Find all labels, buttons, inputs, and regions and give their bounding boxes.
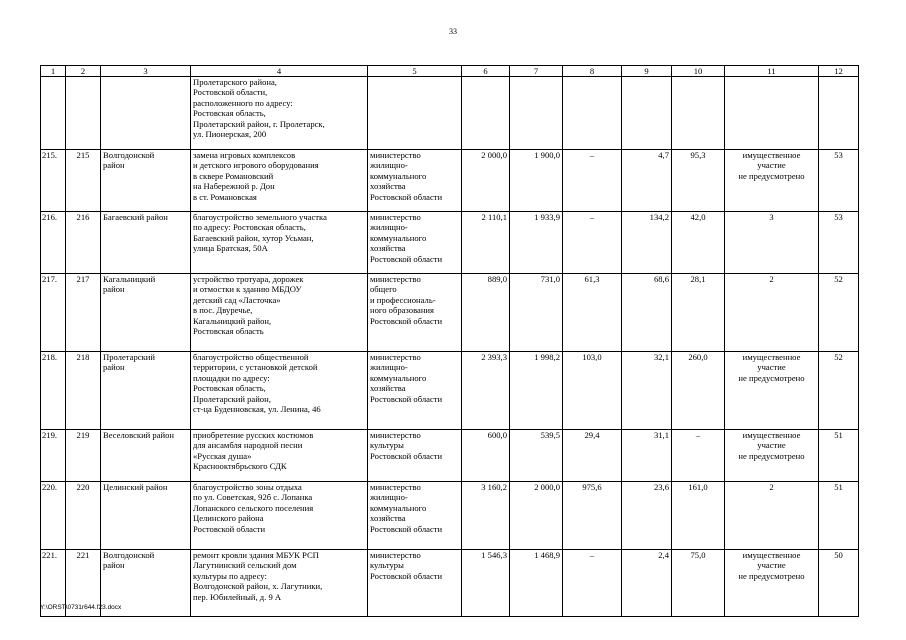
- participation: имущественное участие не предусмотрено: [725, 150, 819, 212]
- local-budget: –: [563, 212, 622, 274]
- value-col-10: 95,3: [672, 150, 725, 212]
- participation: 3: [725, 212, 819, 274]
- score: 51: [819, 430, 859, 482]
- local-budget: –: [563, 550, 622, 617]
- participation: имущественное участие не предусмотрено: [725, 550, 819, 617]
- ministry-name: министерство общего и профессиональ- ного образования Ростовской области: [368, 274, 462, 352]
- table-row: [41, 482, 859, 550]
- item-number: 215: [66, 150, 101, 212]
- header-row: [41, 66, 859, 77]
- table-row: [41, 352, 859, 430]
- item-number: 218: [66, 352, 101, 430]
- file-path-footer: Y:\ORST\0731r644.f23.docx: [40, 604, 122, 611]
- district-name: Пролетарский район: [101, 352, 191, 430]
- header-cell: 12: [819, 66, 859, 77]
- ministry-name: министерство жилищно- коммунального хозяйства Ростовской области: [368, 150, 462, 212]
- value-col-10: 42,0: [672, 212, 725, 274]
- ministry-name: министерство жилищно- коммунального хозяйства Ростовской области: [368, 212, 462, 274]
- header-cell: 10: [672, 66, 725, 77]
- total-amount: 2 110,1: [462, 212, 510, 274]
- total-amount: 600,0: [462, 430, 510, 482]
- row-number: 218.: [41, 352, 66, 430]
- score: 52: [819, 352, 859, 430]
- local-budget: 103,0: [563, 352, 622, 430]
- object-description: благоустройство общественной территории, с установкой детской площадки по адресу: Ростовская область, Пролетарский район, ст-ца Буденновская, ул. Ленина, 46: [191, 352, 368, 430]
- total-amount: 3 160,2: [462, 482, 510, 550]
- score: 50: [819, 550, 859, 617]
- participation: 2: [725, 274, 819, 352]
- participation: 2: [725, 482, 819, 550]
- regional-budget: 1 468,9: [510, 550, 563, 617]
- value-col-10: 260,0: [672, 352, 725, 430]
- object-description: Пролетарского района, Ростовской области, расположенного по адресу: Ростовская область, Пролетарский район, г. Пролетарск, ул. Пионерская, 200: [191, 77, 368, 150]
- table-row: [41, 550, 859, 617]
- ministry-name: министерство культуры Ростовской области: [368, 550, 462, 617]
- regional-budget: 1 998,2: [510, 352, 563, 430]
- header-cell: 2: [66, 66, 101, 77]
- ministry-name: министерство культуры Ростовской области: [368, 430, 462, 482]
- row-number: 217.: [41, 274, 66, 352]
- total-amount: 2 393,3: [462, 352, 510, 430]
- header-cell: 1: [41, 66, 66, 77]
- regional-budget: 1 933,9: [510, 212, 563, 274]
- program-table: [40, 65, 859, 617]
- header-cell: 6: [462, 66, 510, 77]
- regional-budget: 2 000,0: [510, 482, 563, 550]
- value-col-10: –: [672, 430, 725, 482]
- score: 52: [819, 274, 859, 352]
- district-name: Волгодонской район: [101, 150, 191, 212]
- regional-budget: 731,0: [510, 274, 563, 352]
- row-number: 215.: [41, 150, 66, 212]
- district-name: Целинский район: [101, 482, 191, 550]
- district-name: Веселовский район: [101, 430, 191, 482]
- regional-budget: 539,5: [510, 430, 563, 482]
- row-number: 220.: [41, 482, 66, 550]
- item-number: 219: [66, 430, 101, 482]
- item-number: 217: [66, 274, 101, 352]
- district-name: Кагальницкий район: [101, 274, 191, 352]
- row-number: 221.: [41, 550, 66, 617]
- score: 53: [819, 212, 859, 274]
- object-description: устройство тротуара, дорожек и отмостки к зданию МБДОУ детский сад «Ласточка» в пос. Двуречье, Кагальницкий район, Ростовская область: [191, 274, 368, 352]
- object-description: замена игровых комплексов и детского игрового оборудования в сквере Романовский на Набережной р. Дон в ст. Романовская: [191, 150, 368, 212]
- ministry-name: министерство жилищно- коммунального хозяйства Ростовской области: [368, 352, 462, 430]
- header-cell: 3: [101, 66, 191, 77]
- table-row: [41, 150, 859, 212]
- participation: имущественное участие не предусмотрено: [725, 352, 819, 430]
- value-col-9: 134,2: [622, 212, 672, 274]
- object-description: благоустройство земельного участка по адресу: Ростовская область, Багаевский район, хутор Усьман, улица Братская, 50А: [191, 212, 368, 274]
- header-cell: 5: [368, 66, 462, 77]
- row-number: 216.: [41, 212, 66, 274]
- item-number: 220: [66, 482, 101, 550]
- item-number: 216: [66, 212, 101, 274]
- header-cell: 8: [563, 66, 622, 77]
- table-row: [41, 430, 859, 482]
- object-description: благоустройство зоны отдыха по ул. Советская, 92б с. Лопанка Лопанского сельского поселения Целинского района Ростовской области: [191, 482, 368, 550]
- value-col-9: 32,1: [622, 352, 672, 430]
- total-amount: 2 000,0: [462, 150, 510, 212]
- value-col-10: 28,1: [672, 274, 725, 352]
- value-col-9: 31,1: [622, 430, 672, 482]
- district-name: Волгодонской район: [101, 550, 191, 617]
- value-col-9: 68,6: [622, 274, 672, 352]
- header-cell: 11: [725, 66, 819, 77]
- total-amount: 1 546,3: [462, 550, 510, 617]
- value-col-10: 161,0: [672, 482, 725, 550]
- object-description: приобретение русских костюмов для ансамбля народной песни «Русская душа» Краснооктябрьского СДК: [191, 430, 368, 482]
- local-budget: –: [563, 150, 622, 212]
- object-description: ремонт кровли здания МБУК РСП Лагутнинский сельский дом культуры по адресу: Волгодонской район, х. Лагутники, пер. Юбилейный, д. 9 А: [191, 550, 368, 617]
- local-budget: 29,4: [563, 430, 622, 482]
- item-number: 221: [66, 550, 101, 617]
- ministry-name: министерство жилищно- коммунального хозяйства Ростовской области: [368, 482, 462, 550]
- regional-budget: 1 900,0: [510, 150, 563, 212]
- continuation-row: [41, 77, 859, 150]
- value-col-9: 23,6: [622, 482, 672, 550]
- header-cell: 9: [622, 66, 672, 77]
- page-number: 33: [449, 27, 457, 36]
- row-number: 219.: [41, 430, 66, 482]
- local-budget: 975,6: [563, 482, 622, 550]
- total-amount: 889,0: [462, 274, 510, 352]
- header-cell: 7: [510, 66, 563, 77]
- district-name: Багаевский район: [101, 212, 191, 274]
- score: 53: [819, 150, 859, 212]
- score: 51: [819, 482, 859, 550]
- value-col-10: 75,0: [672, 550, 725, 617]
- header-cell: 4: [191, 66, 368, 77]
- local-budget: 61,3: [563, 274, 622, 352]
- participation: имущественное участие не предусмотрено: [725, 430, 819, 482]
- value-col-9: 4,7: [622, 150, 672, 212]
- value-col-9: 2,4: [622, 550, 672, 617]
- table-row: [41, 274, 859, 352]
- table-row: [41, 212, 859, 274]
